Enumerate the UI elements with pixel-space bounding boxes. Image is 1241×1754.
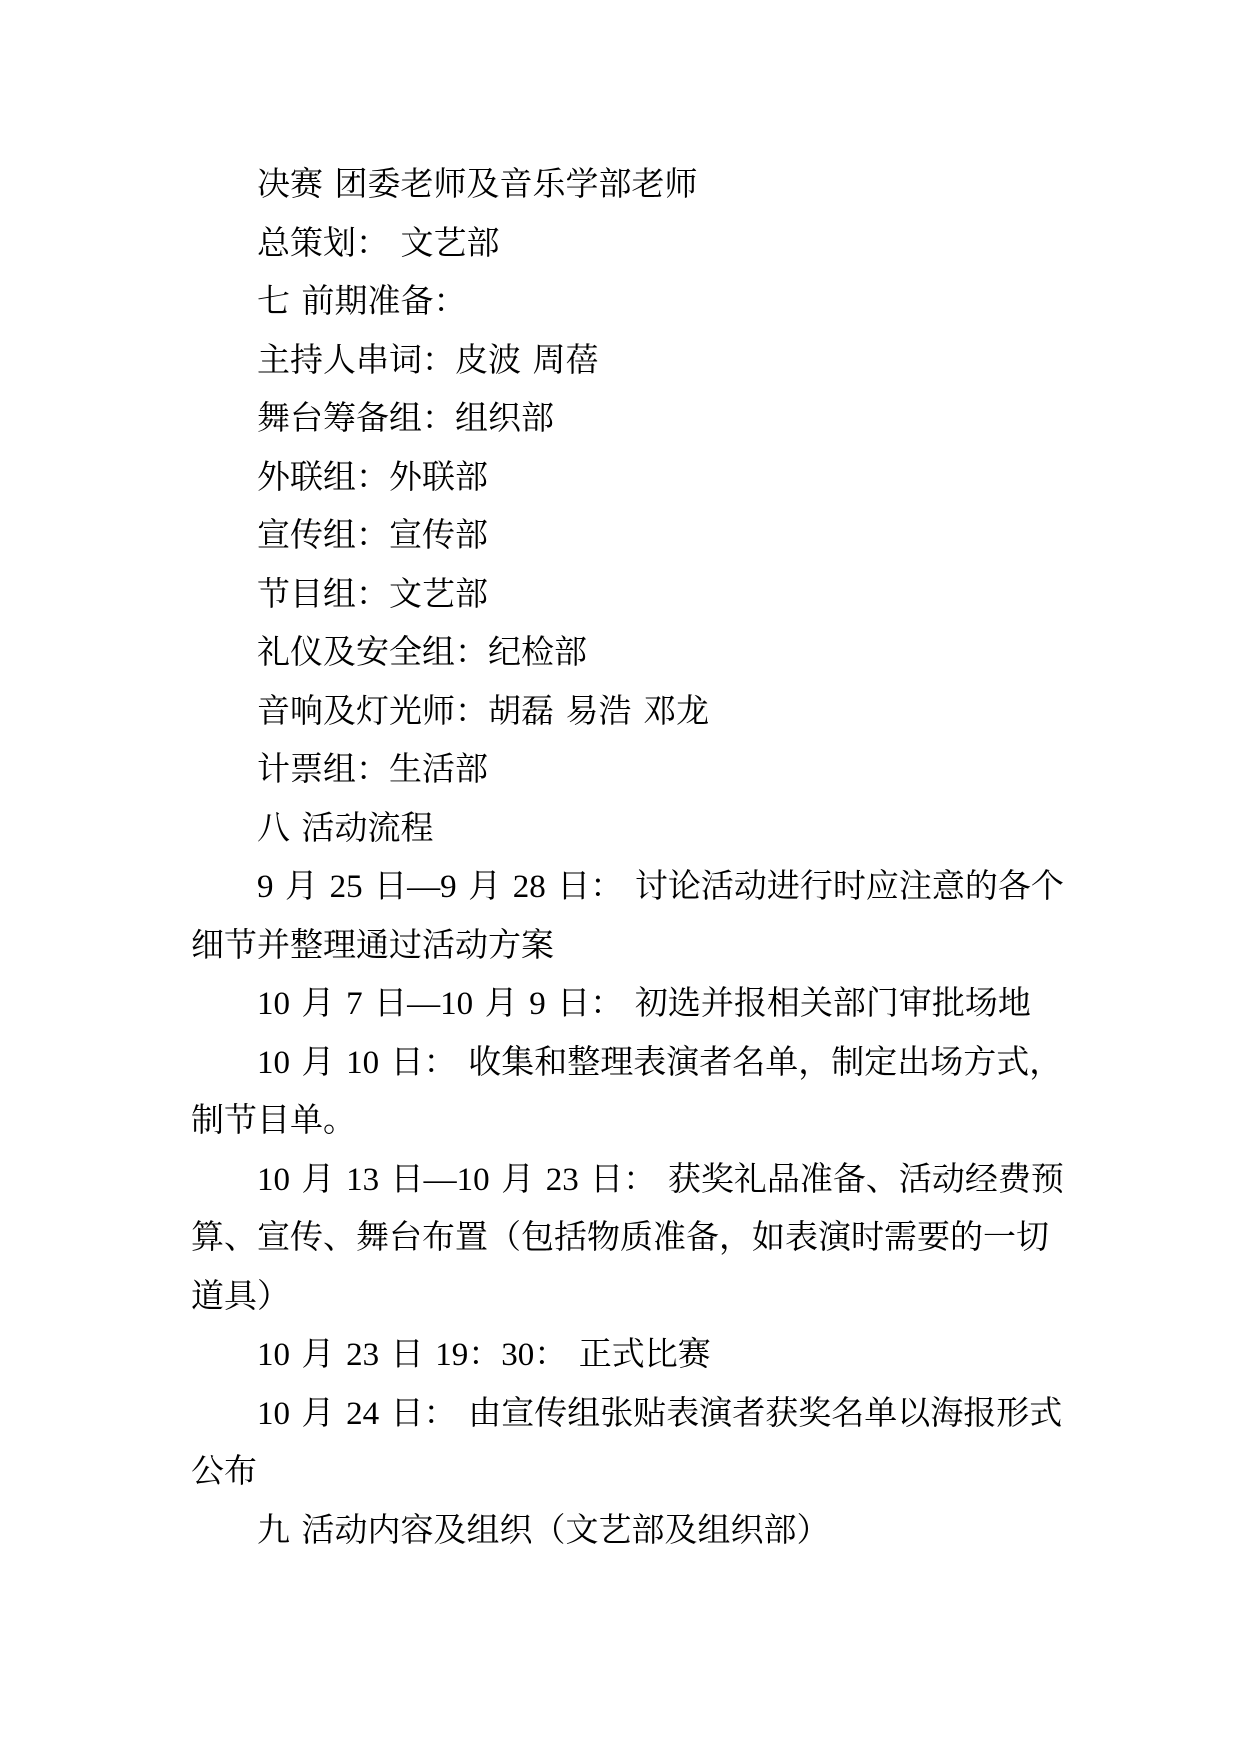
vote-count-group-line: 计票组：生活部 xyxy=(257,752,488,788)
host-script-line: 主持人串词：皮波 周蓓 xyxy=(257,342,599,379)
sound-lighting-paragraph xyxy=(191,683,1057,742)
schedule-item-line: 道具） xyxy=(191,1278,290,1315)
schedule-item xyxy=(191,975,1057,1034)
stage-prep-group-line: 舞台筹备组：组织部 xyxy=(257,401,554,437)
section-heading-line: 九 活动内容及组织（文艺部及组织部） xyxy=(257,1512,830,1549)
chief-planner-paragraph xyxy=(191,215,1057,274)
program-group-line: 节目组：文艺部 xyxy=(257,576,488,613)
schedule-item-line: 9 月 25 日—9 月 28 日： 讨论活动进行时应注意的各个 xyxy=(257,869,1064,905)
section-heading-preparation xyxy=(191,273,1057,332)
etiquette-security-group-paragraph xyxy=(191,624,1057,683)
schedule-item-line: 10 月 23 日 19：30： 正式比赛 xyxy=(257,1337,711,1373)
schedule-item xyxy=(191,1034,1063,1151)
section-heading-line: 八 活动流程 xyxy=(257,810,434,847)
vote-count-group-paragraph xyxy=(191,741,1057,800)
schedule-item xyxy=(191,1326,1057,1385)
schedule-item-line: 细节并整理通过活动方案 xyxy=(191,927,554,964)
schedule-item-line: 10 月 7 日—10 月 9 日： 初选并报相关部门审批场地 xyxy=(257,986,1031,1022)
schedule-item xyxy=(191,1151,1064,1327)
final-judges-paragraph xyxy=(191,156,1057,215)
liaison-group-paragraph xyxy=(191,449,1057,508)
stage-prep-group-paragraph xyxy=(191,390,1057,449)
schedule-item-line: 算、宣传、舞台布置（包括物质准备，如表演时需要的一切 xyxy=(191,1220,1049,1256)
schedule-item-line: 10 月 24 日： 由宣传组张贴表演者获奖名单以海报形式 xyxy=(257,1395,1063,1432)
final-judges-line: 决赛 团委老师及音乐学部老师 xyxy=(257,167,698,203)
chief-planner-line: 总策划： 文艺部 xyxy=(257,225,500,262)
host-script-paragraph xyxy=(191,332,1057,391)
schedule-item-line: 公布 xyxy=(191,1454,257,1490)
etiquette-security-group-line: 礼仪及安全组：纪检部 xyxy=(257,635,587,671)
schedule-item-line: 10 月 13 日—10 月 23 日： 获奖礼品准备、活动经费预 xyxy=(257,1161,1064,1198)
section-heading-schedule xyxy=(191,800,1057,859)
publicity-group-paragraph xyxy=(191,507,1057,566)
publicity-group-line: 宣传组：宣传部 xyxy=(257,518,488,554)
liaison-group-line: 外联组：外联部 xyxy=(257,459,488,496)
schedule-item xyxy=(191,858,1064,975)
schedule-item-line: 10 月 10 日： 收集和整理表演者名单，制定出场方式， xyxy=(257,1044,1063,1081)
section-heading-line: 七 前期准备： xyxy=(257,284,467,320)
schedule-item-line: 制节目单。 xyxy=(191,1103,356,1139)
document-body xyxy=(191,156,1064,1560)
section-heading-content xyxy=(191,1502,1057,1561)
schedule-item xyxy=(191,1385,1063,1502)
program-group-paragraph xyxy=(191,566,1057,625)
sound-lighting-line: 音响及灯光师：胡磊 易浩 邓龙 xyxy=(257,693,710,730)
